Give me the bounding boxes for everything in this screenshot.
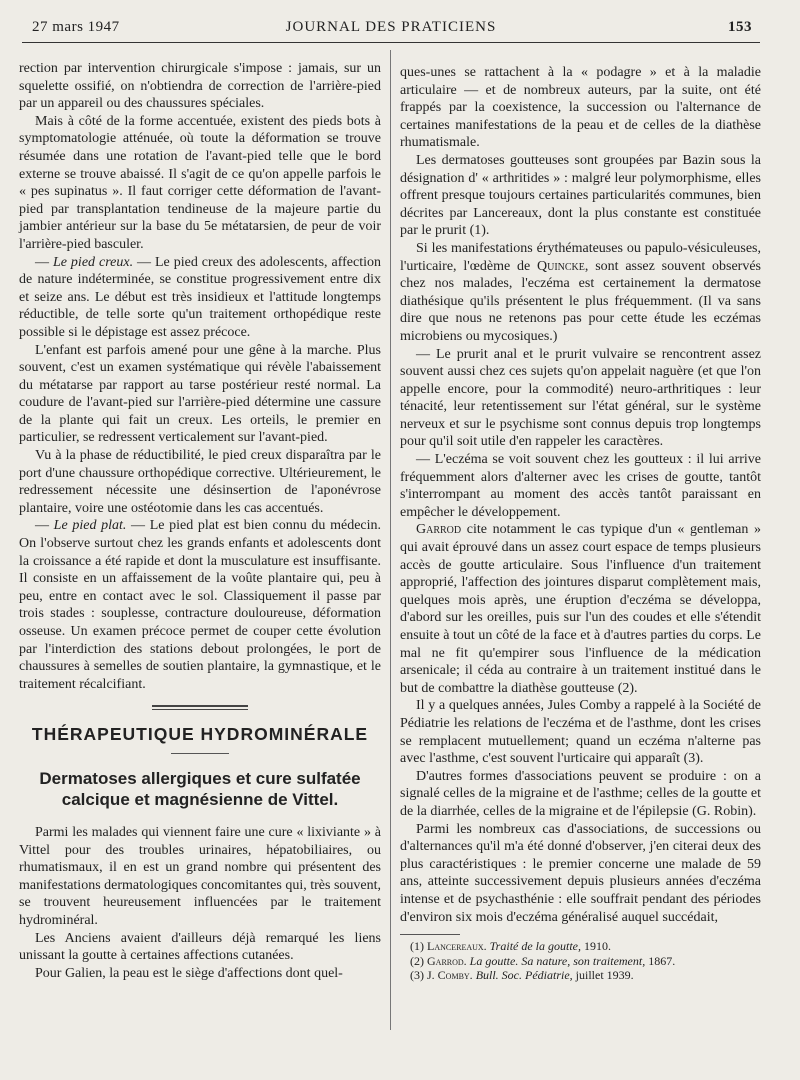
paragraph: Pour Galien, la peau est le siège d'affections dont quel- bbox=[35, 965, 343, 981]
title-rule bbox=[171, 753, 229, 754]
paragraph: L'enfant est parfois amené pour une gêne à la marche. Plus souvent, c'est un examen systématique qui révèle l'abaissement du métatarse par rapport au tarse postérieur resté normal. La coudure de l'avant-pied sur l'arrière-pied détermine une cassure de la plante qui fait un creux. Les orteils, le premier en particulier, se redressent verticalement sur l'avant-pied. bbox=[19, 342, 381, 446]
right-column bbox=[400, 64, 761, 983]
footnote-rule bbox=[400, 934, 460, 935]
section-title: THÉRAPEUTIQUE HYDROMINÉRALE bbox=[31, 724, 369, 745]
paragraph: D'autres formes d'associations peuvent se produire : on a signalé celles de la migraine et de l'asthme; celles de la goutte et de la diarrhée, celles de la migraine et de l'épilepsie (G. Robin). bbox=[400, 768, 761, 819]
paragraph: Parmi les malades qui viennent faire une cure « lixiviante » à Vittel pour des troubles urinaires, hépatobiliaires, ou rhumatismaux, il en est un grand nombre qui présentent des manifestations dermatologiques concomitantes qui, très souvent, se trouvent heureusement influencées par le traitement hydrominéral. bbox=[19, 824, 381, 928]
paragraph: Vu à la phase de réductibilité, le pied creux disparaîtra par le port d'une chaussure orthopédique corrective. Ultérieurement, le redressement nécessite une désinsertion de l'aponévrose plantaire, voire une ostéotomie dans les cas accentués. bbox=[19, 448, 381, 516]
column-divider bbox=[390, 50, 391, 1030]
paragraph: Mais à côté de la forme accentuée, existent des pieds bots à symptomatologie atténuée, où toute la déformation se trouve résumée dans une rotation de l'avant-pied telle que le bord externe se trouve abaissé. Il s'agit de ce qu'on appelle parfois le « pes supinatus ». Il faut corriger cette déformation de l'avant-pied par transplantation tendineuse de la majeure partie du jambier antérieur sur la base du 5e métatarsien, de peur de voir l'arrière-pied basculer. bbox=[19, 113, 381, 252]
subheading-pied-plat: Le pied plat. bbox=[53, 518, 127, 534]
author-name: Quincke bbox=[537, 258, 585, 274]
footnote: (1) Lancereaux. Traité de la goutte, 1910. bbox=[410, 939, 612, 954]
paragraph: Les dermatoses goutteuses sont groupées par Bazin sous la désignation d' « arthritides » : malgré leur polymorphisme, elles offrent presque toujours certaines particularités communes, bien décrites par Lancereaux, dont la plus constante est constituée par le prurit (1). bbox=[400, 152, 761, 239]
paragraph: Les Anciens avaient d'ailleurs déjà remarqué les liens unissant la goutte à certaines affections cutanées. bbox=[19, 930, 381, 964]
paragraph: Garrod cite notamment le cas typique d'un « gentleman » qui avait éprouvé dans un assez court espace de temps plusieurs accès de goutte articulaire. Sous l'influence d'un traitement approprié, l'affection des jointures disparut complètement mais, quelques mois après, une éruption d'eczéma se développa, d'abord sur les oreilles, puis sur l'un des coudes et elle s'étendit ensuite à tout un côté de la face et à d'autres parties du corps. Le mal ne fit qu'empirer sous l'influence de la médication arsenicale; il céda au contraire à un traitement institué dans le but de combattre la diathèse goutteuse (2). bbox=[400, 522, 761, 696]
issue-date: 27 mars 1947 bbox=[32, 19, 120, 35]
paragraph: Il y a quelques années, Jules Comby a rappelé à la Société de Pédiatrie les relations de l'eczéma et de l'asthme, dont les crises se remplacent mutuellement; quand un eczéma n'alterne pas avec l'asthme, c'est souvent l'urticaire qui apparaît (3). bbox=[400, 698, 761, 767]
subheading-pied-creux: Le pied creux. bbox=[52, 254, 134, 270]
paragraph: ques-unes se rattachent à la « podagre » et à la maladie articulaire — et de nombreux auteurs, par la suite, ont été frappés par la coexistence, la succession ou l'alternance de certaines manifestations de la peau et de celles de la diathèse rhumatismale. bbox=[400, 65, 761, 151]
section-divider bbox=[152, 705, 248, 710]
paragraph: Si les manifestations érythémateuses ou papulo-vésiculeuses, l'urticaire, l'œdème de Quincke, sont assez souvent observés chez nos malades, l'eczéma est certainement la dermatose diathésique qu'ils présentent le plus fréquemment. (Il va sans dire que nous ne retenons pas pour cette étude les eczémas microbiens ou mycosiques.) bbox=[400, 240, 761, 344]
article-title: Dermatoses allergiques et cure sulfatée calcique et magnésienne de Vittel. bbox=[39, 768, 361, 809]
footnote: (3) J. Comby. Bull. Soc. Pédiatrie, juillet 1939. bbox=[410, 968, 634, 983]
paragraph: — L'eczéma se voit souvent chez les goutteux : il lui arrive fréquemment alors d'alterner avec les crises de goutte, tantôt s'interrompant au moment des accès tantôt paraissant en empêcher le développement. bbox=[400, 452, 761, 520]
left-column bbox=[19, 60, 381, 982]
paragraph: — Le pied creux. — Le pied creux des adolescents, affection de nature indéterminée, se constitue progressivement entre dix et seize ans. Le début est très insidieux et l'attitude longtemps réductible, de telle sorte qu'un traitement orthopédique reste possible si le dépistage est assez précoce. bbox=[19, 254, 381, 340]
paragraph: rection par intervention chirurgicale s'impose : jamais, sur un squelette ossifié, on n'obtiendra de correction de l'arrière-pied par un appareil ou des chaussures spéciales. bbox=[19, 61, 381, 112]
journal-title: JOURNAL DES PRATICIENS bbox=[285, 19, 497, 35]
footnote: (2) Garrod. La goutte. Sa nature, son traitement, 1867. bbox=[410, 953, 676, 968]
author-name: Garrod bbox=[416, 522, 462, 538]
paragraph: — Le pied plat. — Le pied plat est bien connu du médecin. On l'observe surtout chez les grands enfants et adolescents dont la croissance a été rapide et dont la musculature est insuffisante. Il consiste en un affaissement de la voûte plantaire qui, peu à peu, entre en contact avec le sol. Classiquement il passe par trois stades : souplesse, contracture douloureuse, déformation osseuse. Un examen précoce permet de couper cette évolution par l'interdiction des stations debout prolongées, le port de chaussures à semelles de soutien plantaire, la gymnastique, et le traitement récalcifiant. bbox=[19, 518, 382, 692]
paragraph: — Le prurit anal et le prurit vulvaire se rencontrent assez souvent aussi chez ces sujets qu'on appelait naguère (et que l'on appelle encore, pour la commodité) neuro-arthritiques : leur ténacité, leur retentissement sur l'état général, sur le système nerveux et sur le psychisme sont connus depuis trop longtemps pour qu'il soit utile d'en rappeler les caractères. bbox=[400, 346, 761, 450]
page-header bbox=[22, 16, 760, 43]
footnotes bbox=[400, 939, 761, 983]
page-number: 153 bbox=[728, 19, 752, 35]
paragraph: Parmi les nombreux cas d'associations, de successions ou d'alternances qu'il m'a été donné d'observer, j'en citerai deux des plus caractéristiques : le premier concerne une malade de 59 ans, atteinte successivement depuis plusieurs années d'eczéma intense et de psychasthénie : elle souffrait pendant des périodes d'environ six mois d'eczéma généralisé auquel succédait, bbox=[400, 821, 761, 925]
